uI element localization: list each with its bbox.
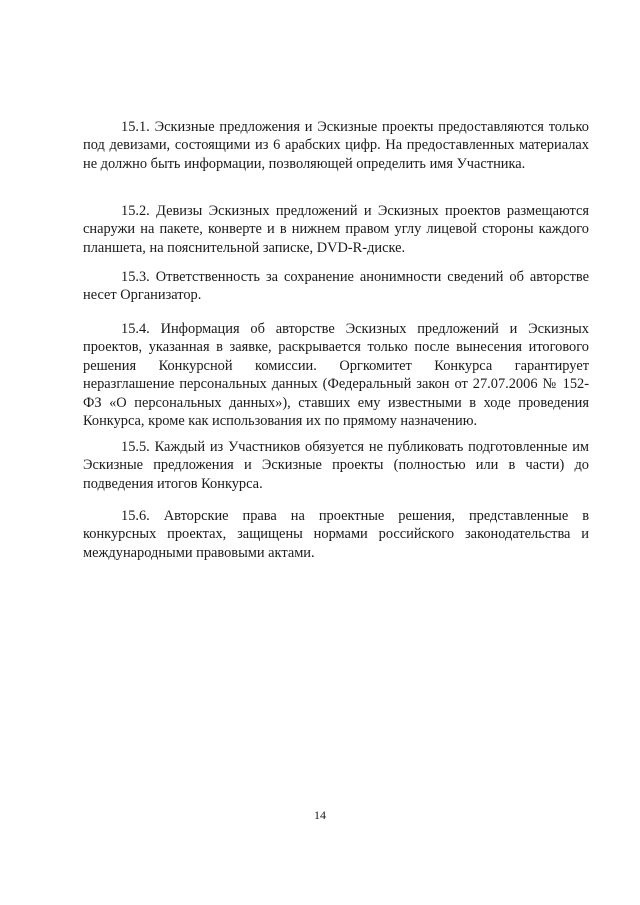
paragraph-15-2: 15.2. Девизы Эскизных предложений и Эскизных проектов размещаются снаружи на пакете, конверте и в нижнем правом углу лицевой стороны каждого планшета, на пояснительной записке, DVD-R-диске. [83,203,589,256]
paragraph-15-3: 15.3. Ответственность за сохранение анонимности сведений об авторстве несет Организатор. [83,269,589,304]
paragraph-15-4: 15.4. Информация об авторстве Эскизных предложений и Эскизных проектов, указанная в заявке, раскрывается только после вынесения итогового решения Конкурсной комиссии. Оргкомитет Конкурса гарантирует неразглашение персональных данных (Федеральный закон от 27.07.2006 № 152-ФЗ «О персональных данных»), ставших ему известными в ходе проведения Конкурса, кроме как использования их по прямому назначению. [83,321,589,430]
paragraph-15-6: 15.6. Авторские права на проектные решения, представленные в конкурсных проектах, защищены нормами российского законодательства и международными правовыми актами. [83,508,589,561]
paragraph-15-5: 15.5. Каждый из Участников обязуется не публиковать подготовленные им Эскизные предложения и Эскизные проекты (полностью или в части) до подведения итогов Конкурса. [83,439,589,492]
paragraph-15-1: 15.1. Эскизные предложения и Эскизные проекты предоставляются только под девизами, состоящими из 6 арабских цифр. На предоставленных материалах не должно быть информации, позволяющей определить имя Участника. [83,119,589,172]
page-number: 14 [314,808,326,822]
